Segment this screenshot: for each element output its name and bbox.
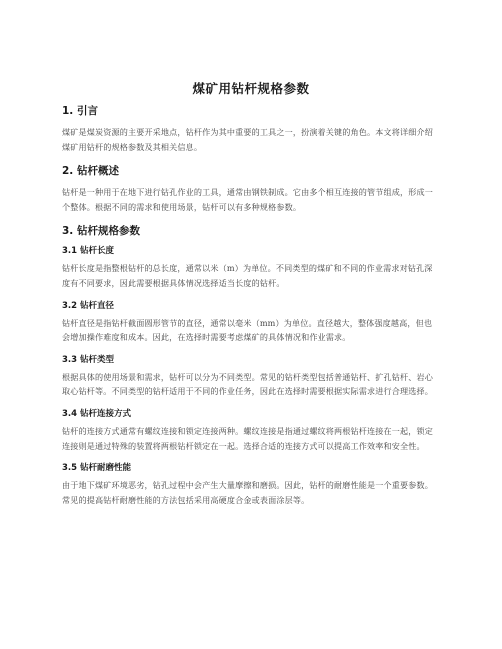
subsection-wear-resistance bbox=[62, 462, 439, 507]
section-heading: 2. 钻杆概述 bbox=[62, 165, 119, 178]
subsection-length bbox=[62, 245, 439, 290]
subsection-heading: 3.5 钻杆耐磨性能 bbox=[62, 463, 132, 474]
document-title: 煤矿用钻杆规格参数 bbox=[192, 81, 310, 96]
section-heading: 3. 钻杆规格参数 bbox=[62, 225, 140, 238]
subsection-paragraph: 钻杆长度是指整根钻杆的总长度，通常以米（m）为单位。不同类型的煤矿和不同的作业需求对钻孔深度有不同要求，因此需要根据具体情况选择适当长度的钻杆。 bbox=[62, 263, 433, 288]
section-paragraph: 煤矿是煤炭资源的主要开采地点，钻杆作为其中重要的工具之一，扮演着关键的角色。本文将详细介绍煤矿用钻杆的规格参数及其相关信息。 bbox=[62, 127, 433, 152]
subsection-heading: 3.2 钻杆直径 bbox=[62, 300, 115, 311]
document-body bbox=[62, 104, 439, 517]
subsection-paragraph: 由于地下煤矿环境恶劣，钻孔过程中会产生大量摩擦和磨损。因此，钻杆的耐磨性能是一个重要参数。常见的提高钻杆耐磨性能的方法包括采用高硬度合金或表面涂层等。 bbox=[62, 480, 433, 505]
section-specifications bbox=[62, 224, 439, 507]
section-heading: 1. 引言 bbox=[62, 105, 98, 117]
section-introduction bbox=[62, 104, 439, 154]
subsection-heading: 3.4 钻杆连接方式 bbox=[62, 408, 132, 419]
subsection-paragraph: 根据具体的使用场景和需求，钻杆可以分为不同类型。常见的钻杆类型包括普通钻杆、扩孔钻杆、岩心取心钻杆等。不同类型的钻杆适用于不同的作业任务，因此在选择时需要根据实际需求进行合理选择。 bbox=[62, 371, 433, 397]
section-overview bbox=[62, 164, 439, 214]
subsection-diameter bbox=[62, 300, 439, 345]
section-paragraph: 钻杆是一种用于在地下进行钻孔作业的工具，通常由钢铁制成。它由多个相互连接的管节组成，形成一个整体。根据不同的需求和使用场景，钻杆可以有多种规格参数。 bbox=[62, 187, 433, 212]
subsection-paragraph: 钻杆的连接方式通常有螺纹连接和锁定连接两种。螺纹连接是指通过螺纹将两根钻杆连接在一起，锁定连接则是通过特殊的装置将两根钻杆锁定在一起。选择合适的连接方式可以提高工作效率和安全性。 bbox=[62, 425, 433, 451]
subsection-connection bbox=[62, 408, 439, 453]
subsection-heading: 3.3 钻杆类型 bbox=[62, 354, 115, 365]
subsection-type bbox=[62, 354, 439, 399]
subsection-heading: 3.1 钻杆长度 bbox=[62, 246, 115, 257]
subsection-paragraph: 钻杆直径是指钻杆截面圆形管节的直径，通常以毫米（mm）为单位。直径越大，整体强度越高，但也会增加操作难度和成本。因此，在选择时需要考虑煤矿的具体情况和作业需求。 bbox=[62, 317, 433, 343]
